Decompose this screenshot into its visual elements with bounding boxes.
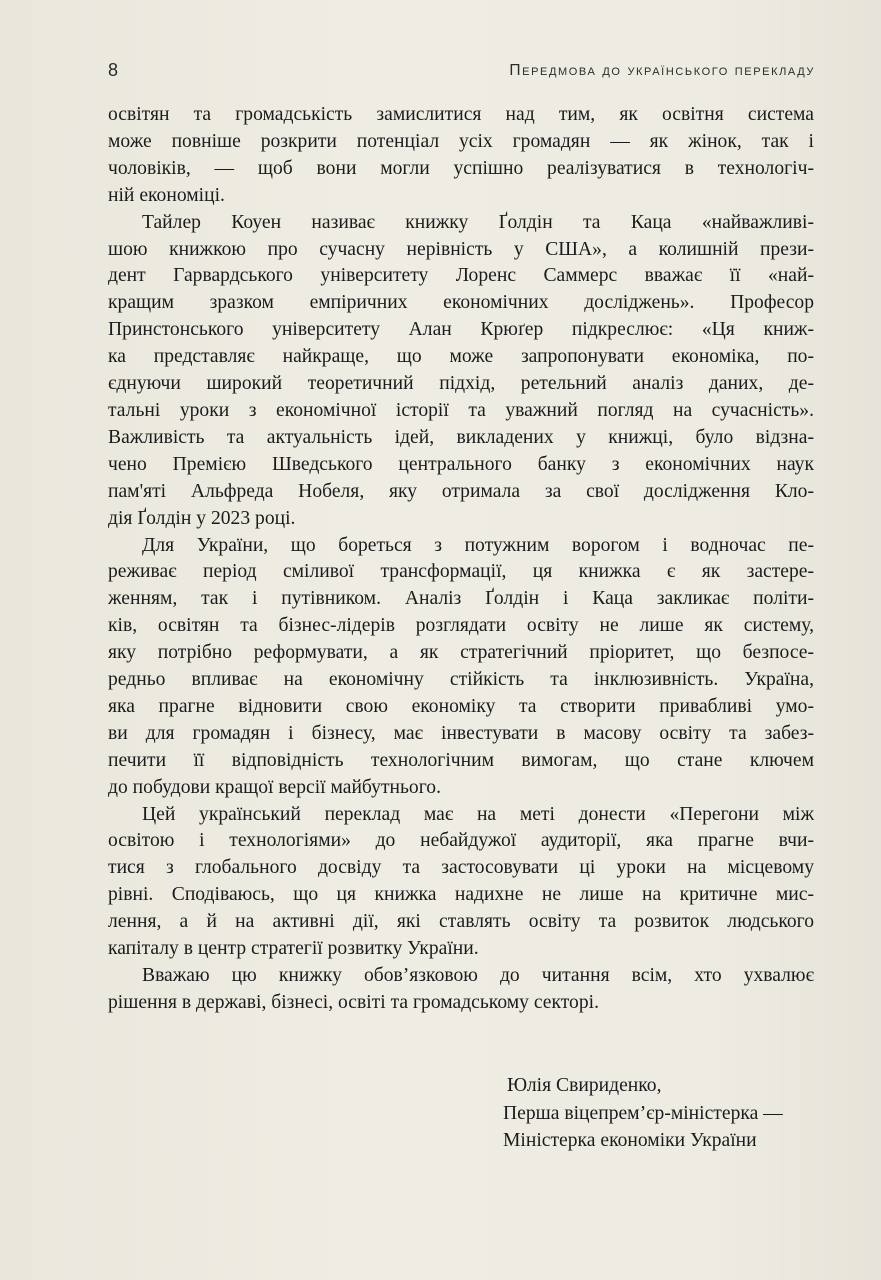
text-line: Цей український переклад має на меті донести «Перегони між xyxy=(142,803,814,825)
paragraph-4 xyxy=(108,802,814,963)
text-line: Вважаю цю книжку обов’язковою до читання всім, хто ухвалює xyxy=(142,965,814,986)
text-line: яку потрібно реформувати, а як стратегічний пріоритет, що безпосе- xyxy=(108,642,814,664)
text-line: ків, освітян та бізнес-лідерів розглядати освіту не лише як систему, xyxy=(108,615,814,637)
text-line: чено Премією Шведського центрального банку з економічних наук xyxy=(108,453,814,475)
text-line: освітою і технологіями» до небайдужої аудиторії, яка прагне вчи- xyxy=(108,830,814,852)
text-line: дія Ґолдін у 2023 році. xyxy=(108,507,296,529)
text-line: шою книжкою про сучасну нерівність у США», а колишній прези- xyxy=(108,238,814,260)
text-line: реживає період сміливої трансформації, ця книжка є як застере- xyxy=(108,561,814,583)
paragraph-5 xyxy=(108,963,814,1017)
text-line: капіталу в центр стратегії розвитку України. xyxy=(108,938,479,960)
signature-block xyxy=(503,1072,823,1155)
text-line: Принстонського університету Алан Крюґер підкреслює: «Ця книж- xyxy=(108,319,814,341)
text-line: рішення в державі, бізнесі, освіті та громадському секторі. xyxy=(108,991,599,1013)
signature-title-line-1: Перша віцепрем’єр-міністерка — xyxy=(503,1102,783,1124)
text-line: освітян та громадськість замислитися над тим, як освітня система xyxy=(108,104,814,125)
text-line: дент Гарвардського університету Лоренс Саммерс вважає її «най- xyxy=(108,265,814,287)
text-line: Важливість та актуальність ідей, викладених у книжці, було відзна- xyxy=(108,426,814,448)
paragraph-3 xyxy=(108,533,814,802)
signature-name: Юлія Свириденко, xyxy=(507,1075,662,1096)
text-line: ви для громадян і бізнесу, має інвестувати в масову освіту та забез- xyxy=(108,722,814,744)
text-line: чоловіків, — щоб вони могли успішно реалізуватися в технологіч- xyxy=(108,157,814,179)
page-number: 8 xyxy=(108,60,119,80)
text-line: женням, так і путівником. Аналіз Ґолдін і Каца закликає політи- xyxy=(108,588,814,610)
text-line: Тайлер Коуен називає книжку Ґолдін та Каца «найважливі- xyxy=(142,211,814,233)
text-line: Для України, що бореться з потужним ворогом і водночас пе- xyxy=(142,534,814,556)
running-head: Передмова до українського перекладу xyxy=(509,62,815,79)
body-text xyxy=(108,102,814,1017)
text-line: може повніше розкрити потенціал усіх громадян — як жінок, так і xyxy=(108,130,814,152)
text-line: печити її відповідність технологічним вимогам, що стане ключем xyxy=(108,749,814,771)
paragraph-1 xyxy=(108,102,814,210)
text-line: пам'яті Альфреда Нобеля, яку отримала за свої дослідження Кло- xyxy=(108,480,814,502)
text-line: кращим зразком емпіричних економічних досліджень». Професор xyxy=(108,292,814,314)
page-header xyxy=(108,60,815,84)
text-line: тися з глобального досвіду та застосовувати ці уроки на місцевому xyxy=(108,857,814,879)
text-line: тальні уроки з економічної історії та уважний погляд на сучасність». xyxy=(108,399,814,421)
text-line: рівні. Сподіваюсь, що ця книжка надихне не лише на критичне мис- xyxy=(108,884,814,906)
text-line: лення, а й на активні дії, які ставлять освіту та розвиток людського xyxy=(108,911,814,933)
text-line: редньо впливає на економічну стійкість та інклюзивність. Україна, xyxy=(108,669,814,691)
signature-title-line-2: Міністерка економіки України xyxy=(503,1130,757,1151)
text-line: ній економіці. xyxy=(108,184,225,206)
text-line: ка представляє найкраще, що може запропонувати економіка, по- xyxy=(108,346,814,368)
paragraph-2 xyxy=(108,210,814,533)
text-line: до побудови кращої версії майбутнього. xyxy=(108,776,441,798)
text-line: єднуючи широкий теоретичний підхід, ретельний аналіз даних, де- xyxy=(108,373,814,395)
text-line: яка прагне відновити свою економіку та створити привабливі умо- xyxy=(108,695,814,717)
